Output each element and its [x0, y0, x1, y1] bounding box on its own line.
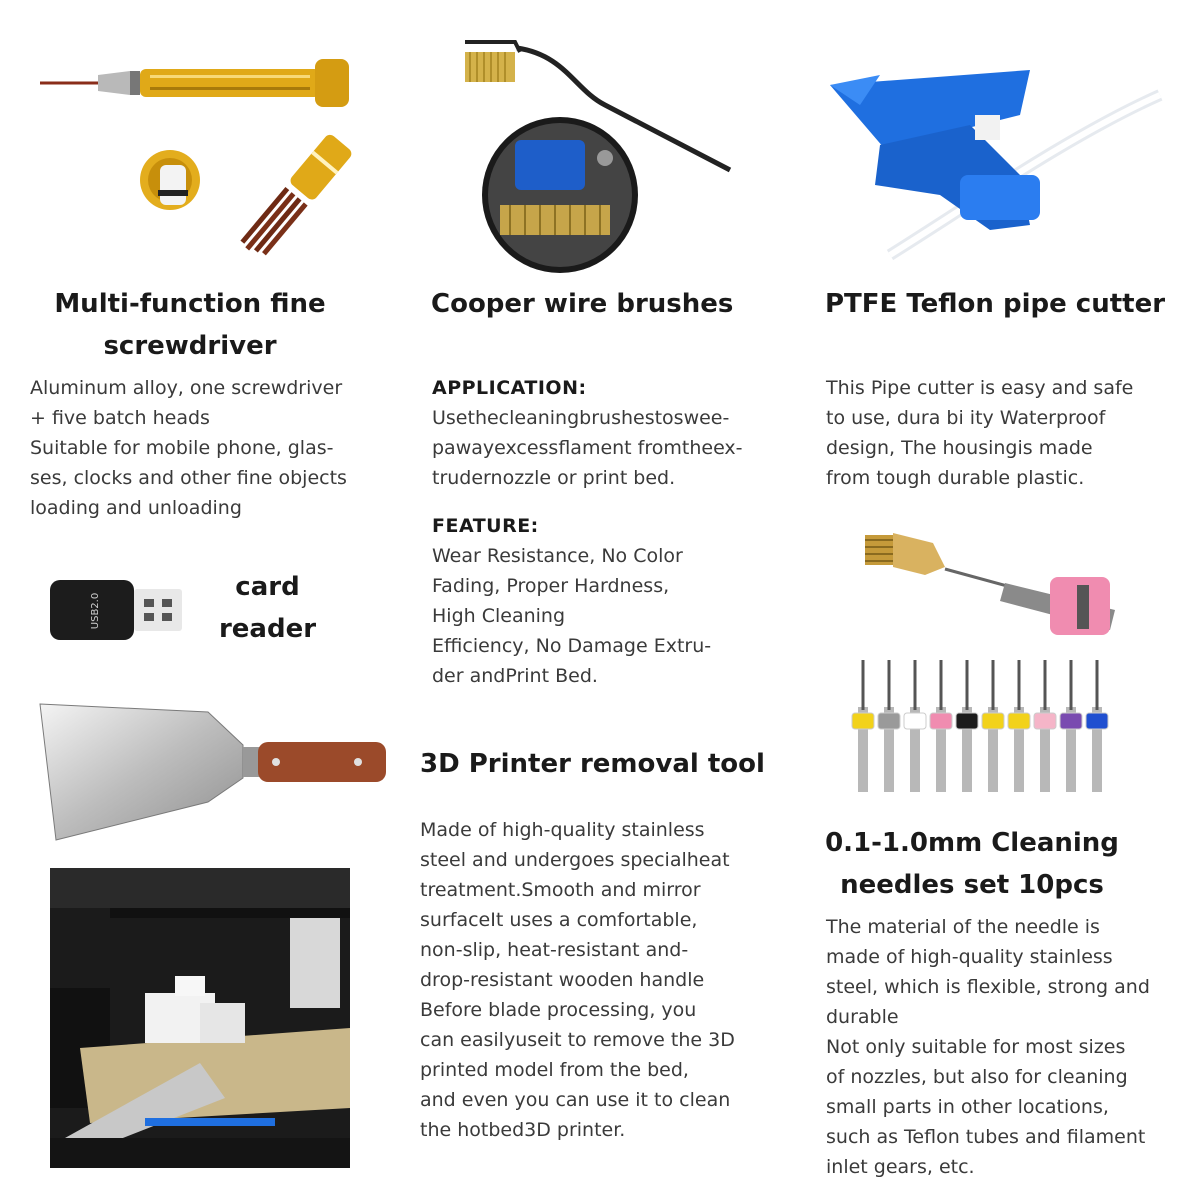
pipe-cutter-description: This Pipe cutter is easy and safe to use, dura bi ity Waterproof design, The housingis made from tough durable plastic.	[826, 377, 1134, 489]
screwdriver-image	[30, 45, 370, 265]
screwdriver-title	[20, 283, 360, 367]
needle-collar	[904, 713, 926, 729]
needles-title-line2: needles set 10pcs	[840, 870, 1104, 900]
needle-collar	[1086, 713, 1108, 729]
needles-title-line1: 0.1-1.0mm Cleaning	[825, 828, 1119, 858]
needle-collar	[982, 713, 1004, 729]
card-reader-image	[48, 575, 188, 645]
brush-image	[455, 30, 745, 280]
needle-collar	[1060, 713, 1082, 729]
needle-collar	[930, 713, 952, 729]
scraper-image	[38, 700, 388, 845]
removal-tool-title: 3D Printer removal tool	[420, 749, 765, 779]
needle-collar	[852, 713, 874, 729]
removal-tool-description: Made of high-quality stainless steel and undergoes specialheat treatment.Smooth and mirror surfaceIt uses a comfortable, non-slip, heat-resistant and- drop-resistant wooden handle Before blade processing, you can easilyuseit to remove the 3D printed model from the bed, and even you can use it to clean the hotbed3D printer.	[420, 819, 735, 1141]
needle-collar	[956, 713, 978, 729]
card-reader-title	[205, 566, 330, 650]
card-reader-title-line1: card	[235, 572, 300, 602]
needles-set-image	[840, 655, 1115, 800]
pipe-cutter-image	[820, 55, 1165, 270]
screwdriver-title-line2: screwdriver	[103, 331, 277, 361]
printer-photo	[50, 868, 350, 1168]
card-reader-logo-text: USB2.0	[90, 592, 101, 630]
needle-collar	[1034, 713, 1056, 729]
brush-application-text: Usethecleaningbrushestoswee- pawayexcessflament fromtheex- trudernozzle or print bed.	[432, 407, 743, 489]
pipe-cutter-title: PTFE Teflon pipe cutter	[825, 289, 1166, 319]
needles-title	[812, 822, 1132, 906]
needle-collar	[878, 713, 900, 729]
brush-feature-label: FEATURE:	[432, 515, 539, 537]
screwdriver-title-line1: Multi-function fine	[54, 289, 326, 319]
brush-feature-text: Wear Resistance, No Color Fading, Proper Hardness, High Cleaning Efficiency, No Damage Extru- der andPrint Bed.	[432, 545, 712, 687]
brush-title: Cooper wire brushes	[431, 289, 734, 319]
nozzle-needle-image	[855, 525, 1125, 645]
needle-collar	[1008, 713, 1030, 729]
brush-application-label: APPLICATION:	[432, 377, 587, 399]
screwdriver-description: Aluminum alloy, one screwdriver + five batch heads Suitable for mobile phone, glas- ses, clocks and other fine objects loading and unloading	[30, 377, 347, 519]
needles-description: The material of the needle is made of high-quality stainless steel, which is flexible, strong and durable Not only suitable for most sizes of nozzles, but also for cleaning small parts in other locations, such as Teflon tubes and filament inlet gears, etc.	[826, 916, 1150, 1178]
card-reader-title-line2: reader	[218, 614, 317, 644]
